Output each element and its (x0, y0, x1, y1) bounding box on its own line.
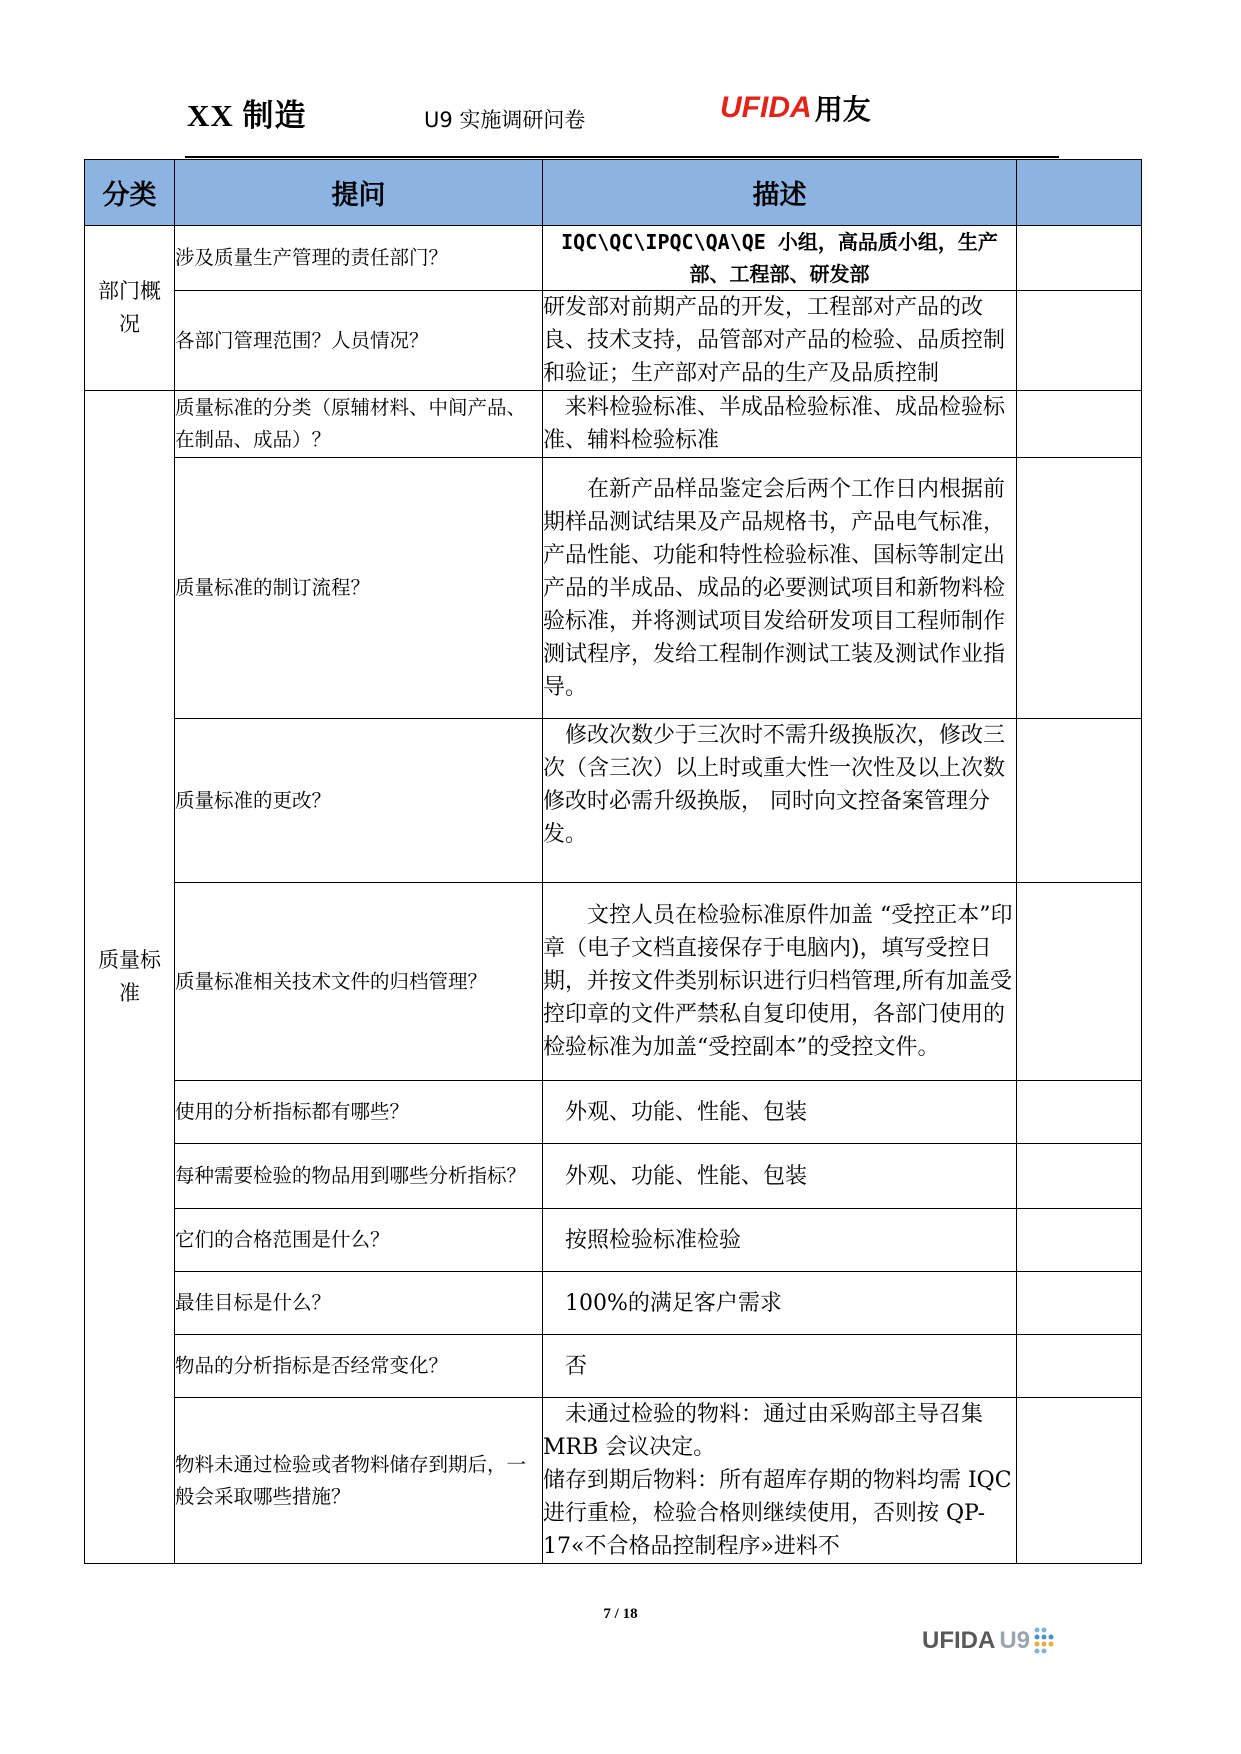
question-cell: 每种需要检验的物品用到哪些分析指标？ (175, 1144, 543, 1209)
dots-icon (1032, 1626, 1058, 1656)
description-cell (543, 1398, 1017, 1564)
table-header-row (85, 160, 1142, 226)
description-cell (543, 1335, 1017, 1398)
description-text: 否 (565, 1353, 588, 1379)
description-text: 未通过检验的物料：通过由采购部主导召集 MRB 会议决定。 (543, 1402, 984, 1460)
table-row (85, 1209, 1142, 1272)
survey-table (84, 159, 1142, 1564)
table-row (85, 1335, 1142, 1398)
table-row (85, 1272, 1142, 1335)
logo-brand-cn: 用友 (814, 93, 871, 126)
description-text: 外观、功能、性能、包装 (565, 1099, 808, 1125)
question-cell: 各部门管理范围？人员情况？ (175, 291, 543, 391)
page-number: 7 / 18 (603, 1606, 638, 1622)
description-cell (543, 1209, 1017, 1272)
description-text: 研发部对前期产品的开发，工程部对产品的改良、技术支持，品管部对产品的检验、品质控制和验证；生产部对产品的生产及品质控制 (543, 295, 1006, 386)
table-row (85, 1081, 1142, 1144)
table-row (85, 226, 1142, 291)
category-cell: 质量标准 (85, 391, 175, 1564)
table-row (85, 458, 1142, 719)
description-paragraph: 储存到期后物料：所有超库存期的物料均需 IQC 进行重检，检验合格则继续使用，否则按 QP-17«不合格品控制程序»进料不 (543, 1468, 1012, 1559)
ufida-logo (720, 88, 871, 128)
table-row (85, 1398, 1142, 1564)
footer-logo-product: U9 (999, 1627, 1031, 1654)
question-cell: 最佳目标是什么？ (175, 1272, 543, 1335)
description-cell (543, 291, 1017, 391)
question-cell: 质量标准的制订流程？ (175, 458, 543, 719)
extra-cell (1017, 1398, 1142, 1564)
extra-cell (1017, 1081, 1142, 1144)
header-description: 描述 (543, 160, 1017, 226)
question-cell: 使用的分析指标都有哪些？ (175, 1081, 543, 1144)
description-cell (543, 719, 1017, 883)
question-cell: 物品的分析指标是否经常变化？ (175, 1335, 543, 1398)
description-text: 修改次数少于三次时不需升级换版次，修改三次（含三次）以上时或重大性一次性及以上次数修改时必需升级换版， 同时向文控备案管理分发。 (543, 723, 1006, 847)
category-cell: 部门概况 (85, 226, 175, 391)
header-category: 分类 (85, 160, 175, 226)
extra-cell (1017, 458, 1142, 719)
extra-cell (1017, 883, 1142, 1081)
ufida-u9-logo (922, 1626, 1058, 1656)
extra-cell (1017, 1209, 1142, 1272)
extra-cell (1017, 719, 1142, 883)
description-paragraph (543, 1398, 1016, 1464)
extra-cell (1017, 226, 1142, 291)
company-name: XX 制造 (187, 98, 307, 133)
question-cell: 质量标准相关技术文件的归档管理？ (175, 883, 543, 1081)
description-cell (543, 458, 1017, 719)
header-rule (185, 156, 1059, 158)
question-cell: 质量标准的更改？ (175, 719, 543, 883)
document-title: U9 实施调研问卷 (424, 108, 586, 132)
extra-cell (1017, 1144, 1142, 1209)
table-row (85, 391, 1142, 458)
description-cell (543, 1272, 1017, 1335)
description-cell (543, 1081, 1017, 1144)
description-text: 在新产品样品鉴定会后两个工作日内根据前期样品测试结果及产品规格书，产品电气标准，产品性能、功能和特性检验标准、国标等制定出产品的半成品、成品的必要测试项目和新物料检验标准，并将测试项目发给研发项目工程师制作测试程序，发给工程制作测试工装及测试作业指导。 (543, 476, 1006, 700)
extra-cell (1017, 391, 1142, 458)
footer-logo-brand: UFIDA (922, 1627, 996, 1654)
description-text: 按照检验标准检验 (565, 1227, 742, 1253)
extra-cell (1017, 1335, 1142, 1398)
extra-cell (1017, 1272, 1142, 1335)
table-row (85, 1144, 1142, 1209)
question-cell: 物料未通过检验或者物料储存到期后，一般会采取哪些措施？ (175, 1398, 543, 1564)
description-text: 文控人员在检验标准原件加盖 “受控正本”印章（电子文档直接保存于电脑内)，填写受控日期，并按文件类别标识进行归档管理,所有加盖受控印章的文件严禁私自复印使用，各部门使用的检验标准为加盖“受控副本”的受控文件。 (543, 903, 1013, 1060)
table-row (85, 883, 1142, 1081)
description-cell (543, 391, 1017, 458)
description-cell (543, 883, 1017, 1081)
description-cell (543, 1144, 1017, 1209)
question-cell: 它们的合格范围是什么？ (175, 1209, 543, 1272)
question-cell: 涉及质量生产管理的责任部门？ (175, 226, 543, 291)
description-text: 外观、功能、性能、包装 (565, 1163, 808, 1189)
description-text: 来料检验标准、半成品检验标准、成品检验标准、辅料检验标准 (543, 395, 1006, 453)
extra-cell (1017, 291, 1142, 391)
description-cell: IQC\QC\IPQC\QA\QE 小组，高品质小组，生产部、工程部、研发部 (543, 226, 1017, 291)
table-row (85, 719, 1142, 883)
table-row (85, 291, 1142, 391)
description-text: 100%的满足客户需求 (565, 1290, 782, 1316)
question-cell: 质量标准的分类（原辅材料、中间产品、在制品、成品）？ (175, 391, 543, 458)
logo-brand: UFIDA (720, 91, 812, 124)
header-extra (1017, 160, 1142, 226)
header-question: 提问 (175, 160, 543, 226)
